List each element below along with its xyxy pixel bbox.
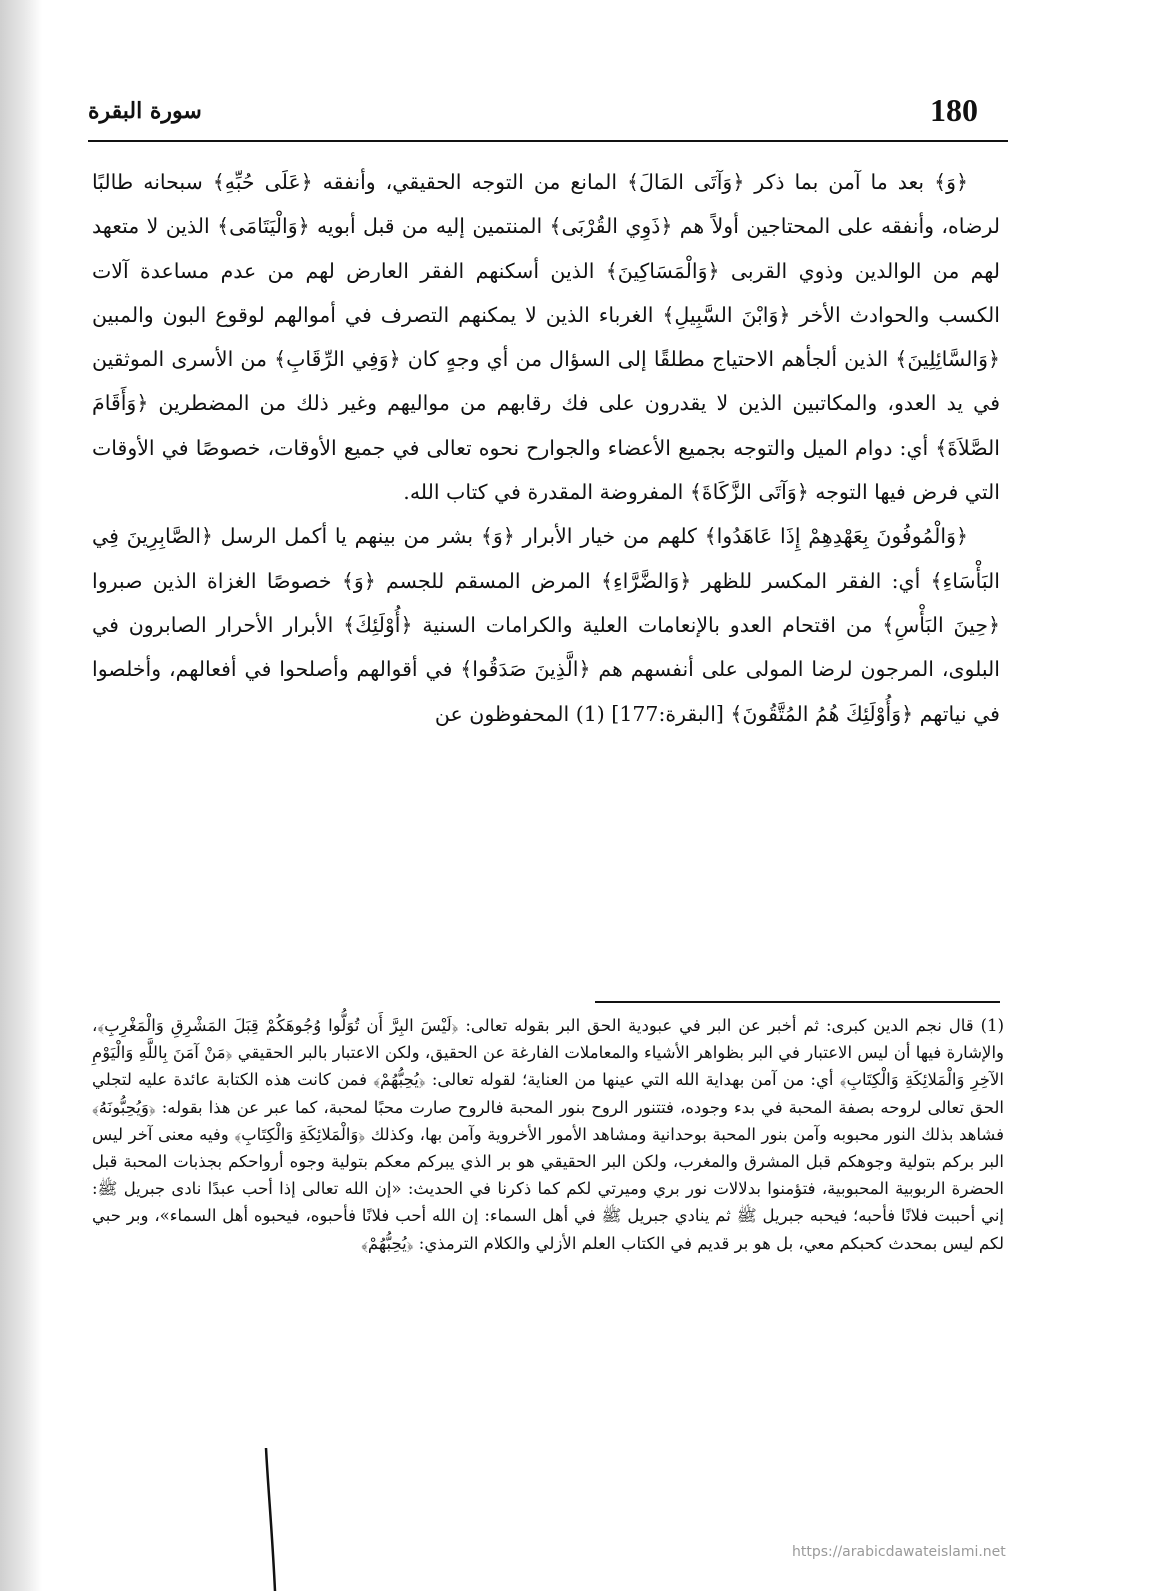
- page-header: [88, 90, 1008, 142]
- footnote: [92, 1012, 1004, 1257]
- pen-mark: [262, 1448, 282, 1591]
- footnote-text: (1) قال نجم الدين كبرى: ثم أخبر عن البر في عبودية الحق البر بقوله تعالى: ﴿لَيْسَ البِرَّ أَن تُوَلُّوا وُجُوهَكُمْ قِبَلَ المَشْرِقِ وَالْمَغْرِبِ﴾، والإشارة فيها أن ليس الاعتبار في البر بظواهر الأشياء والمعاملات الفارغة عن الحقيق، ولكن الاعتبار بالبر الحقيقي ﴿مَنْ آمَنَ بِاللَّهِ وَالْيَوْمِ الآخِرِ وَالْمَلائِكَةِ وَالْكِتَابِ﴾ أي: من آمن بهداية الله التي عينها من العناية؛ لقوله تعالى: ﴿يُحِبُّهُمْ﴾ فمن كانت هذه الكتابة عائدة عليه لتجلي الحق تعالى لروحه بصفة المحبة في بدء وجوده، فتتنور الروح بنور المحبة فالروح صارت محبًا لمحبة، كما عبر عن هذا بقوله: ﴿وَيُحِبُّونَهُ﴾ فشاهد بذلك النور محبوبه وآمن بنور المحبة بوحدانية ومشاهد الأمور الأخروية وآمن بها، وكذلك ﴿وَالْمَلائِكَةِ وَالْكِتَابِ﴾ وفيه معنى آخر ليس البر بركم بتولية وجوهكم قبل المشرق والمغرب، ولكن البر الحقيقي هو بر الذي يبركم معكم بتولية وجوه أرواحكم بجذبات المحبة قبل الحضرة الربوبية المحبوبية، فتؤمنوا بدلالات نور بري وميرتي لكم كما ذكرنا في الحديث: «إن الله تعالى إذا أحب عبدًا نادى جبريل ﷺ: إني أحببت فلانًا فأحبه؛ فيحبه جبريل ﷺ ثم ينادي جبريل ﷺ في أهل السماء: إن الله أحب فلانًا فأحبوه، فيحبوه أهل السماء»، وبر حبي لكم ليس بمحدث كحبكم معي، بل هو بر قديم في الكتاب العلم الأزلي والكلام الترمذي: ﴿يُحِبُّهُمْ﴾: [92, 1016, 1004, 1253]
- surah-title: سورة البقرة: [88, 98, 202, 124]
- main-paragraph-2: ﴿وَالْمُوفُونَ بِعَهْدِهِمْ إِذَا عَاهَدُوا﴾ كلهم من خيار الأبرار ﴿وَ﴾ بشر من بينهم يا أكمل الرسل ﴿الصَّابِرِينَ فِي البَأْسَاءِ﴾ أي: الفقر المكسر للظهر ﴿وَالضَّرَّاءِ﴾ المرض المسقم للجسم ﴿وَ﴾ خصوصًا الغزاة الذين صبروا ﴿حِينَ البَأْسِ﴾ من اقتحام العدو بالإنعامات العلية والكرامات السنية ﴿أُوْلَئِكَ﴾ الأبرار الأحرار الصابرون في البلوى، المرجون لرضا المولى على أنفسهم هم ﴿الَّذِينَ صَدَقُوا﴾ في أقوالهم وأصلحوا في أفعالهم، وأخلصوا في نياتهم ﴿وَأُوْلَئِكَ هُمُ المُتَّقُونَ﴾ [البقرة:177] (1) المحفوظون عن: [92, 524, 1000, 726]
- footnote-divider: [595, 1001, 1000, 1003]
- main-text: [92, 160, 1000, 736]
- page-number: 180: [930, 92, 978, 128]
- main-paragraph-1: ﴿وَ﴾ بعد ما آمن بما ذكر ﴿وَآتَى المَالَ﴾ المانع من التوجه الحقيقي، وأنفقه ﴿عَلَى حُبِّهِ﴾ سبحانه طالبًا لرضاه، وأنفقه على المحتاجين أولاً هم ﴿ذَوِي القُرْبَى﴾ المنتمين إليه من قبل أبويه ﴿وَالْيَتَامَى﴾ الذين لا متعهد لهم من الوالدين وذوي القربى ﴿وَالْمَسَاكِينَ﴾ الذين أسكنهم الفقر العارض لهم من عدم مساعدة آلات الكسب والحوادث الأخر ﴿وَابْنَ السَّبِيلِ﴾ الغرباء الذين لا يمكنهم التصرف في أموالهم لوقوع البون والمبين ﴿وَالسَّائِلِينَ﴾ الذين ألجأهم الاحتياج مطلقًا إلى السؤال من أي وجهٍ كان ﴿وَفِي الرِّقَابِ﴾ من الأسرى الموثقين في يد العدو، والمكاتبين الذين لا يقدرون على فك رقابهم من مواليهم وغير ذلك من المضطرين ﴿وَأَقَامَ الصَّلاَةَ﴾ أي: دوام الميل والتوجه بجميع الأعضاء والجوارح نحوه تعالى في جميع الأوقات، خصوصًا في الأوقات التي فرض فيها التوجه ﴿وَآتَى الزَّكَاةَ﴾ المفروضة المقدرة في كتاب الله.: [92, 170, 1000, 505]
- watermark-url: https://arabicdawateislami.net: [792, 1544, 1006, 1560]
